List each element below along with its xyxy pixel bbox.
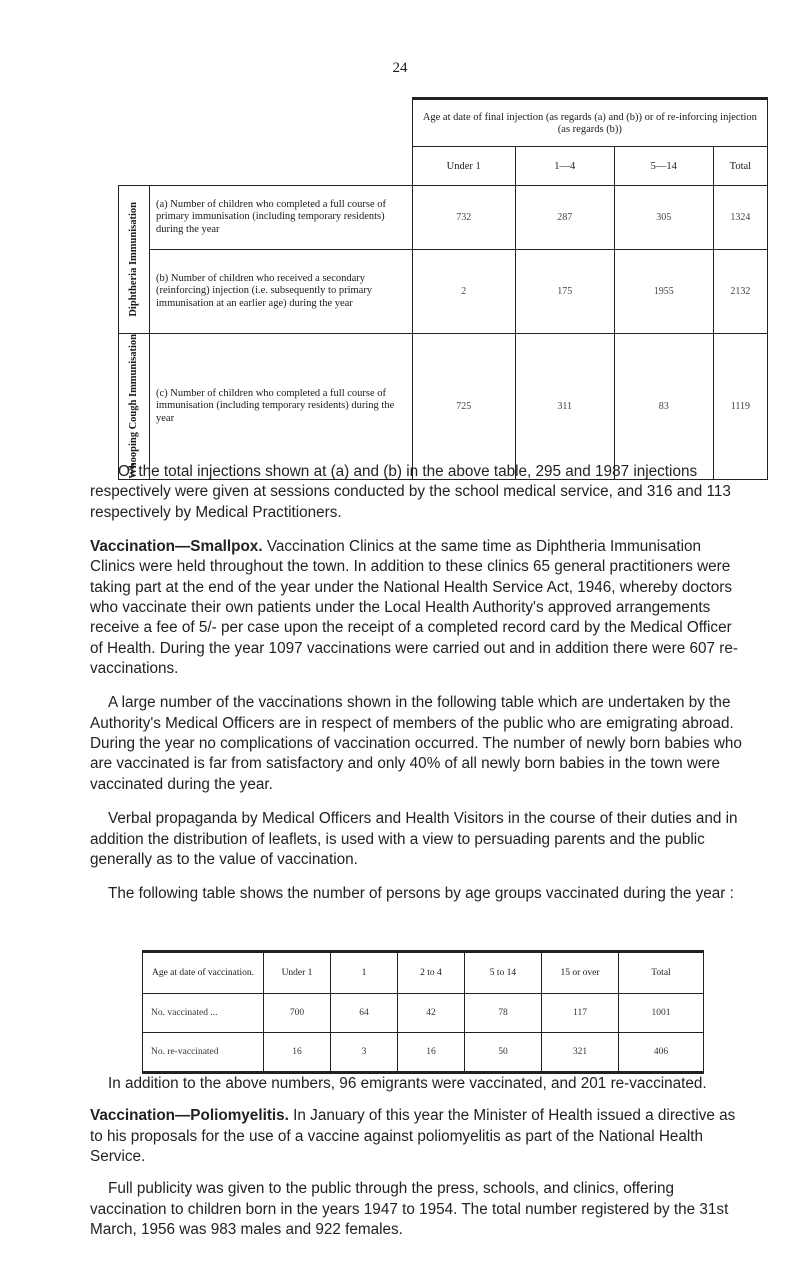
- table-cell: 725: [412, 334, 515, 480]
- column-header: 5 to 14: [465, 952, 542, 994]
- body-text-upper: [90, 462, 746, 905]
- table-cell: 321: [542, 1033, 619, 1073]
- column-header: 2 to 4: [398, 952, 465, 994]
- paragraph-text: Vaccination Clinics at the same time as Diphtheria Immunisation Clinics were held throughout the town. In addition to these clinics 65 general practitioners were taking part at the end of the year under the National Health Service Act, 1946, whereby doctors who vaccinate their own patients under the Local Health Authority's approved arrangements receive a fee of 5/- per case upon the receipt of a completed record card by the Medical Officer of Health. During the year 1097 vaccinations were carried out and in addition there were 607 re-vaccinations.: [90, 538, 738, 678]
- column-header: Total: [619, 952, 704, 994]
- row-description: (a) Number of children who completed a full course of primary immunisation (including temporary residents) during the year: [150, 186, 413, 250]
- column-header: Under 1: [412, 147, 515, 186]
- table-cell: 305: [614, 186, 713, 250]
- paragraph: Full publicity was given to the public through the press, schools, and clinics, offering vaccination to children born in the years 1947 to 1954. The total number registered by the 31st March, 1956 was 983 males and 922 females.: [90, 1180, 729, 1239]
- table-cell: 175: [515, 250, 614, 334]
- table-cell: 1001: [619, 994, 704, 1033]
- paragraph: Verbal propaganda by Medical Officers and Health Visitors in the course of their duties and in addition the distribution of leaflets, is used with a view to persuading parents and the public generally as to the value of vaccination.: [90, 810, 738, 868]
- table-cell: 1119: [713, 334, 767, 480]
- table-corner: [119, 99, 413, 186]
- group-label-whooping-cough: Whooping Cough Immunisation: [128, 334, 140, 479]
- column-header: 15 or over: [542, 952, 619, 994]
- table-cell: 50: [465, 1033, 542, 1073]
- group-label-cell: [119, 186, 150, 334]
- table-cell: 287: [515, 186, 614, 250]
- body-text-lower: [90, 1074, 746, 1240]
- paragraph-smallpox: [90, 537, 746, 679]
- row-label: No. vaccinated ...: [143, 994, 264, 1033]
- row-description: (c) Number of children who completed a full course of immunisation (including temporary residents) during the year: [150, 334, 413, 480]
- table-cell: 42: [398, 994, 465, 1033]
- paragraph: Of the total injections shown at (a) and (b) in the above table, 295 and 1987 injections respectively were given at sessions conducted by the school medical service, and 316 and 113 respectively by Medical Practitioners.: [90, 463, 731, 521]
- column-header: Age at date of vaccination.: [143, 952, 264, 994]
- column-header: 1—4: [515, 147, 614, 186]
- table-cell: 2: [412, 250, 515, 334]
- table-row: [119, 334, 768, 480]
- column-header: Under 1: [264, 952, 331, 994]
- table-cell: 1324: [713, 186, 767, 250]
- table-cell: 83: [614, 334, 713, 480]
- vaccination-table: [142, 950, 704, 1074]
- table-row: [143, 1033, 704, 1073]
- column-header: 1: [331, 952, 398, 994]
- table-row: [119, 250, 768, 334]
- table-cell: 311: [515, 334, 614, 480]
- group-label-cell: [119, 334, 150, 480]
- table-row: [143, 994, 704, 1033]
- table-header-age: Age at date of final injection (as regards (a) and (b)) or of re-inforcing injection (as regards (b)): [412, 99, 767, 147]
- column-header: Total: [713, 147, 767, 186]
- page-number: 24: [392, 60, 408, 76]
- table-cell: 2132: [713, 250, 767, 334]
- table-cell: 117: [542, 994, 619, 1033]
- paragraph: A large number of the vaccinations shown in the following table which are undertaken by the Authority's Medical Officers are in respect of members of the public who are emigrating abroad. During the year no complications of vaccination occurred. The number of newly born babies who are vaccinated is far from satisfactory and only 40% of all newly born babies in the town were vaccinated during the year.: [90, 694, 742, 793]
- paragraph-poliomyelitis: [90, 1106, 746, 1167]
- table-row: [119, 186, 768, 250]
- table-cell: 406: [619, 1033, 704, 1073]
- row-description: (b) Number of children who received a secondary (reinforcing) injection (i.e. subsequently to primary immunisation at an earlier age) during the year: [150, 250, 413, 334]
- table-cell: 700: [264, 994, 331, 1033]
- table-cell: 78: [465, 994, 542, 1033]
- section-heading: Vaccination—Smallpox.: [90, 538, 263, 556]
- table-cell: 732: [412, 186, 515, 250]
- table-cell: 16: [264, 1033, 331, 1073]
- column-header: 5—14: [614, 147, 713, 186]
- table-cell: 16: [398, 1033, 465, 1073]
- table-cell: 3: [331, 1033, 398, 1073]
- table-cell: 1955: [614, 250, 713, 334]
- paragraph-text: In January of this year the Minister of Health issued a directive as to his proposals for the use of a vaccine against poliomyelitis as part of the National Health Service.: [90, 1107, 736, 1166]
- immunisation-table: [118, 97, 768, 480]
- table-cell: 64: [331, 994, 398, 1033]
- paragraph: The following table shows the number of persons by age groups vaccinated during the year :: [108, 885, 734, 903]
- group-label-diphtheria: Diphtheria Immunisation: [128, 202, 140, 317]
- table-header-row: [143, 952, 704, 994]
- row-label: No. re-vaccinated: [143, 1033, 264, 1073]
- section-heading: Vaccination—Poliomyelitis.: [90, 1107, 289, 1125]
- paragraph: In addition to the above numbers, 96 emigrants were vaccinated, and 201 re-vaccinated.: [108, 1075, 707, 1092]
